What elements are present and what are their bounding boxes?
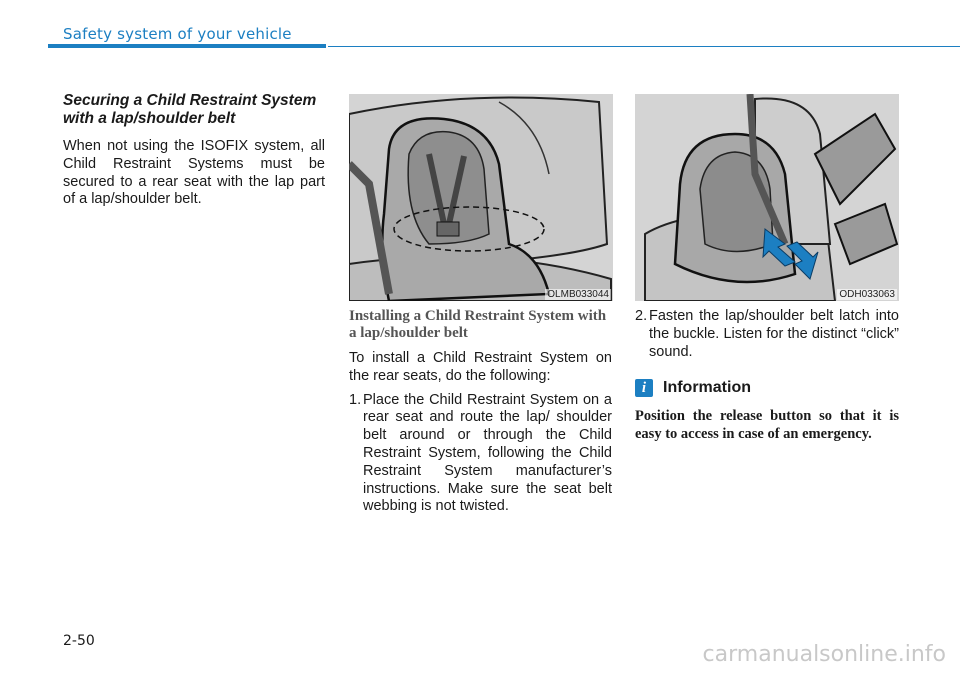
information-header: [635, 379, 899, 397]
figure-fasten-buckle: [635, 94, 899, 301]
header-rule-thin: [328, 46, 960, 47]
figure-code: ODH033063: [839, 289, 895, 300]
information-body: Position the release button so that it is easy to access in case of an emergency.: [635, 408, 899, 443]
step-text: Place the Child Restraint System on a rear seat and route the lap/ shoulder belt around or through the Child Restraint System, following the Child Restraint System manufacturer’s instructions. Make sure the seat belt webbing is not twisted.: [363, 391, 612, 515]
step-number: 1.: [349, 391, 362, 408]
step-text: Fasten the lap/shoulder belt latch into the buckle. Listen for the distinct “click” sound.: [649, 308, 899, 360]
step-number: 2.: [635, 308, 648, 324]
buckle-illustration: [635, 94, 899, 301]
paragraph-securing: When not using the ISOFIX system, all Child Restraint Systems must be secured to a rear seat with the lap part of a lap/shoulder belt.: [63, 138, 325, 208]
column-left: [63, 92, 325, 209]
column-middle: [349, 308, 612, 516]
page-number: 2-50: [63, 633, 95, 649]
figure-child-seat-on-rear-seat: [349, 94, 613, 301]
list-item-step-2: [635, 308, 899, 361]
column-right: [635, 308, 899, 458]
figure-code: OLMB033044: [547, 289, 609, 300]
header-rule-thick: [48, 44, 326, 48]
list-item-step-1: [349, 392, 612, 517]
information-title: Information: [663, 379, 751, 397]
section-title: Safety system of your vehicle: [63, 25, 292, 43]
info-icon: i: [635, 379, 653, 397]
subheading-securing: Securing a Child Restraint System with a lap/shoulder belt: [63, 92, 317, 127]
watermark: carmanualsonline.info: [702, 642, 946, 667]
paragraph-intro: To install a Child Restraint System on the rear seats, do the following:: [349, 350, 612, 384]
subheading-installing: Installing a Child Restraint System with a lap/shoulder belt: [349, 308, 607, 341]
child-seat-illustration: [349, 94, 613, 301]
